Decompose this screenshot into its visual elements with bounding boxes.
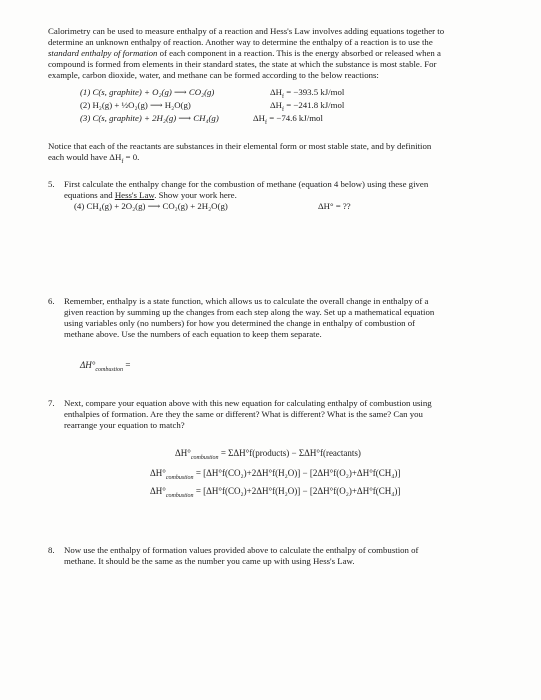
q7-formula-3-rhs: = [ΔH°f(CO₂)+2ΔH°f(H₂O)] − [2ΔH°f(O₂)+ΔH°f(CH₄)] — [193, 486, 401, 496]
reaction-3: (3) C(s, graphite) + 2H₂(g) ⟶ CH₄(g) — [80, 113, 219, 123]
q7-formula-1-rhs: = ΣΔH°f(products) − ΣΔH°f(reactants) — [218, 448, 361, 458]
q7-formula-3-lhs: ΔH° — [150, 486, 166, 496]
intro-line-3 — [48, 48, 441, 59]
q7-formula-2 — [150, 468, 400, 484]
intro-term: standard enthalpy of formation — [48, 48, 158, 58]
q7-line-1: Next, compare your equation above with this new equation for calculating enthalpy of combustion using — [64, 398, 432, 408]
reaction-3-enthalpy — [253, 113, 323, 129]
q6-number: 6. — [48, 296, 55, 306]
q5-number: 5. — [48, 179, 55, 189]
q7-formula-2-rhs: = [ΔH°f(CO₂)+2ΔH°f(H₂O)] − [2ΔH°f(O₂)+ΔH°f(CH₄)] — [193, 468, 401, 478]
q6-line-4: methane above. Use the numbers of each equation to keep them separate. — [64, 329, 322, 339]
q7-formula-1-lhs: ΔH° — [175, 448, 191, 458]
q5-equation: (4) CH₄(g) + 2O₂(g) ⟶ CO₂(g) + 2H₂O(g) — [74, 201, 228, 211]
intro-line-1: Calorimetry can be used to measure enthalpy of a reaction and Hess's Law involves adding equations together to — [48, 26, 445, 36]
q6-formula-sub: combustion — [95, 366, 124, 373]
q6-formula-dh: ΔH° — [80, 360, 96, 370]
q6-line-3: using variables only (no numbers) for how you determined the change in enthalpy of combustion of — [64, 318, 416, 328]
notice-sub: f — [121, 158, 124, 165]
reaction-2-dh: ΔH — [270, 100, 283, 110]
q5-enthalpy-unknown: ΔH° = ?? — [318, 201, 351, 211]
notice-dh: each would have ΔH — [48, 152, 122, 162]
reaction-1-sub: f — [282, 93, 285, 100]
reaction-1-value: = −393.5 kJ/mol — [286, 87, 345, 97]
q5-line-2b: . Show your work here. — [154, 190, 237, 200]
q6-line-1: Remember, enthalpy is a state function, which allows us to calculate the overall change in enthalpy of a — [64, 296, 429, 306]
reaction-3-dh: ΔH — [253, 113, 266, 123]
reaction-1: (1) C(s, graphite) + O₂(g) ⟶ CO₂(g) — [80, 87, 215, 97]
q7-formula-2-sub: combustion — [165, 474, 194, 481]
reaction-3-value: = −74.6 kJ/mol — [269, 113, 323, 123]
intro-line-2: determine an unknown enthalpy of reaction. Another way to determine the enthalpy of a reaction is to use the — [48, 37, 433, 47]
reaction-2: (2) H₂(g) + ½O₂(g) ⟶ H₂O(g) — [80, 100, 191, 110]
intro-line-5: example, carbon dioxide, water, and methane can be formed according to the below reactions: — [48, 70, 379, 80]
notice-line-1: Notice that each of the reactants are substances in their elemental form or most stable state, and by definition — [48, 141, 432, 151]
q7-formula-1 — [175, 448, 361, 464]
q7-formula-3-sub: combustion — [165, 492, 194, 499]
intro-line-4: compound is formed from elements in their standard states, the state at which the substance is most stable. For — [48, 59, 437, 69]
q6-line-2: given reaction by summing up the changes from each step along the way. Set up a mathematical equation — [64, 307, 435, 317]
q7-formula-3 — [150, 486, 400, 502]
q7-line-3: rearrange your equation to match? — [64, 420, 185, 430]
reaction-2-value: = −241.8 kJ/mol — [286, 100, 345, 110]
q6-formula — [80, 360, 130, 376]
q5-hess-law: Hess's Law — [114, 190, 155, 200]
reaction-1-dh: ΔH — [270, 87, 283, 97]
q8-line-2: methane. It should be the same as the number you came up with using Hess's Law. — [64, 556, 355, 566]
intro-line-3-rest: of each component in a reaction. This is the energy absorbed or released when a — [157, 48, 441, 58]
q5-line-1: First calculate the enthalpy change for the combustion of methane (equation 4 below) using these given — [64, 179, 429, 189]
q7-line-2: enthalpies of formation. Are they the same or different? What is different? What is the same? Can you — [64, 409, 423, 419]
notice-zero: = 0. — [123, 152, 140, 162]
reaction-2-sub: f — [282, 106, 285, 113]
q7-number: 7. — [48, 398, 55, 408]
q5-line-2a: equations and — [64, 190, 115, 200]
notice-line-2 — [48, 152, 139, 168]
q7-formula-2-lhs: ΔH° — [150, 468, 166, 478]
q6-formula-eq: = — [123, 360, 131, 370]
q5-line-2 — [64, 190, 237, 201]
q8-line-1: Now use the enthalpy of formation values provided above to calculate the enthalpy of combustion of — [64, 545, 419, 555]
q8-number: 8. — [48, 545, 55, 555]
q7-formula-1-sub: combustion — [190, 454, 219, 461]
reaction-3-sub: f — [265, 119, 268, 126]
